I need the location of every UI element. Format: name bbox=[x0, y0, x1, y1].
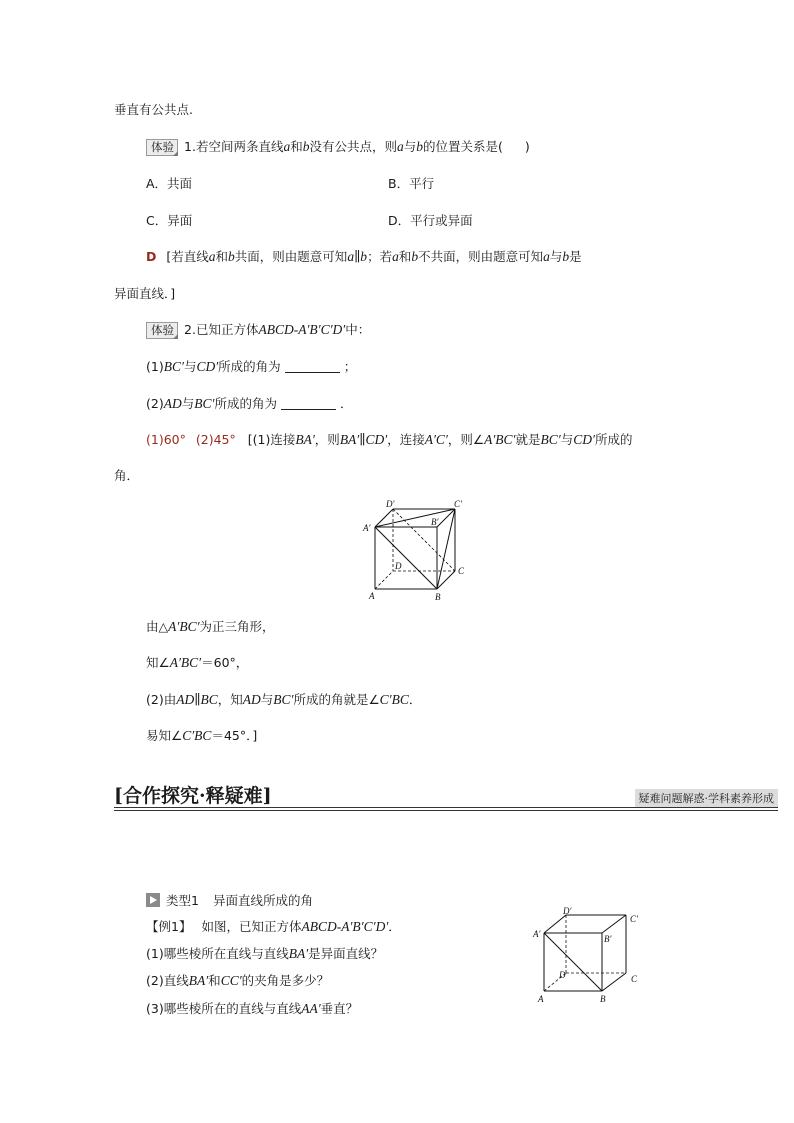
example1-stem: 【例1】 如图，已知正方体ABCD-A′B′C′D′． bbox=[146, 919, 401, 934]
q2-explanation: (1)60° (2)45° [(1)连接BA′，则BA′∥CD′，连接A′C′，则∠A′BC′就是BC′与CD′所成的 bbox=[146, 432, 633, 447]
answer-blank[interactable] bbox=[281, 397, 336, 410]
q1-explain-text: 和 bbox=[398, 249, 412, 264]
type1-header bbox=[146, 891, 313, 909]
q1-number: 1. bbox=[184, 139, 196, 154]
q1-stem-text: 和 bbox=[290, 139, 303, 154]
label-a-prime: A′ bbox=[363, 523, 371, 533]
section-rule-2 bbox=[114, 810, 778, 811]
label-c-prime: C′ bbox=[454, 499, 462, 509]
line-ad: AD bbox=[163, 396, 182, 411]
q1-explain-text: ；若 bbox=[367, 249, 393, 264]
var-a: a bbox=[208, 249, 216, 264]
label-a: A bbox=[369, 591, 375, 601]
cube-figure-1 bbox=[360, 498, 470, 604]
example1-q3: (3)哪些棱所在的直线与直线AA′垂直？ bbox=[146, 1001, 359, 1016]
label-c: C bbox=[631, 974, 638, 984]
line-cd-prime: CD′ bbox=[196, 359, 219, 374]
section-title: [合作探究·释疑难] bbox=[114, 785, 272, 807]
var-a: a bbox=[543, 249, 550, 264]
var-a: a bbox=[392, 249, 399, 264]
play-triangle-icon bbox=[146, 893, 160, 907]
q1-stem-text: 与 bbox=[403, 139, 417, 154]
badge-corner-icon bbox=[173, 151, 178, 156]
type1-title: 异面直线所成的角 bbox=[212, 893, 313, 908]
q1-stem-text: 的位置关系是( bbox=[423, 139, 503, 154]
example1-q1: (1)哪些棱所在直线与直线BA′是异面直线？ bbox=[146, 946, 384, 961]
example1-label: 【例1】 bbox=[146, 919, 192, 934]
q1-explanation-cont: 异面直线．] bbox=[114, 286, 176, 301]
label-b: B bbox=[600, 994, 606, 1004]
q1-explain-text: 不共面，则由题意可知 bbox=[418, 249, 544, 264]
q1-option-c: C．异面 bbox=[146, 213, 193, 228]
edge-a1-d1 bbox=[375, 509, 393, 527]
q1-stem-text: 若空间两条直线 bbox=[195, 139, 284, 154]
type1-label: 类型1 bbox=[166, 893, 199, 908]
hidden-edge-a-d bbox=[375, 571, 393, 589]
diag-a1-b bbox=[544, 933, 602, 991]
text-line-top: 垂直有公共点. bbox=[114, 102, 193, 117]
edge-b-c bbox=[602, 973, 626, 991]
var-a: a bbox=[283, 139, 291, 154]
q2-answer-2: (2)45° bbox=[195, 432, 236, 447]
q1-option-d: D．平行或异面 bbox=[388, 213, 473, 228]
section-rule bbox=[114, 807, 778, 808]
edge-b1-c1 bbox=[437, 509, 455, 527]
example1-q2: (2)直线BA′和CC′的夹角是多少？ bbox=[146, 973, 330, 988]
edge-b1-c1 bbox=[602, 915, 626, 933]
q2-stem bbox=[146, 320, 370, 339]
label-d-prime: D′ bbox=[563, 906, 572, 916]
section-tag: 疑难问题解惑·学科素养形成 bbox=[635, 789, 779, 807]
label-d: D bbox=[559, 970, 566, 980]
q2-stem-text: 已知正方体 bbox=[195, 322, 259, 337]
badge-corner-icon bbox=[173, 334, 178, 339]
label-d-prime: D′ bbox=[386, 499, 395, 509]
cube-figure-2 bbox=[530, 906, 650, 1006]
q1-explain-text: 与 bbox=[549, 249, 563, 264]
q1-stem-text: ) bbox=[524, 139, 530, 154]
edge-b-c bbox=[437, 571, 455, 589]
label-c: C bbox=[458, 566, 465, 576]
label-a-prime: A′ bbox=[533, 929, 541, 939]
expr-a-parallel-b: a∥b bbox=[347, 249, 368, 264]
q2-step4: 易知∠C′BC＝45°．] bbox=[146, 728, 258, 743]
q1-stem bbox=[146, 137, 530, 156]
q1-badge: 体验 bbox=[146, 139, 178, 156]
var-b: b bbox=[228, 249, 235, 264]
q2-sub2: (2)AD与BC′所成的角为 ． bbox=[146, 396, 353, 411]
line-bc-prime: BC′ bbox=[163, 359, 184, 374]
q2-step2: 知∠A′BC′＝60°， bbox=[146, 655, 249, 670]
q1-answer: D bbox=[146, 249, 157, 264]
line-bc-prime: BC′ bbox=[194, 396, 215, 411]
var-b: b bbox=[302, 139, 310, 154]
diag-b-c1 bbox=[437, 509, 455, 589]
label-c-prime: C′ bbox=[630, 914, 638, 924]
q2-explanation-cont: 角． bbox=[114, 468, 140, 483]
diag-a1-b bbox=[375, 527, 437, 589]
q1-option-a: A．共面 bbox=[146, 176, 193, 191]
q1-explain-text: 和 bbox=[215, 249, 229, 264]
answer-blank[interactable] bbox=[285, 360, 340, 373]
q2-step1: 由△A′BC′为正三角形， bbox=[146, 619, 275, 634]
q1-explain-text: 共面，则由题意可知 bbox=[234, 249, 348, 264]
label-a: A bbox=[538, 994, 544, 1004]
q2-step3: (2)由AD∥BC，知AD与BC′所成的角就是∠C′BC． bbox=[146, 692, 422, 707]
edge-a1-d1 bbox=[544, 915, 566, 933]
diag-a1-c1 bbox=[375, 509, 455, 527]
label-d: D bbox=[395, 561, 402, 571]
q2-sub1: (1)BC′与CD′所成的角为 ； bbox=[146, 359, 357, 374]
label-b-prime: B′ bbox=[604, 934, 612, 944]
var-a: a bbox=[396, 139, 404, 154]
q2-number: 2. bbox=[184, 322, 196, 337]
q1-option-b: B．平行 bbox=[388, 176, 435, 191]
var-b: b bbox=[411, 249, 419, 264]
cube-name: ABCD-A′B′C′D′ bbox=[258, 322, 346, 337]
label-b-prime: B′ bbox=[431, 517, 439, 527]
q2-badge: 体验 bbox=[146, 322, 178, 339]
q2-stem-text: 中： bbox=[345, 322, 371, 337]
q1-explain-text: 是 bbox=[569, 249, 582, 264]
var-b: b bbox=[416, 139, 423, 154]
var-b: b bbox=[562, 249, 570, 264]
label-b: B bbox=[435, 592, 441, 602]
q1-explanation bbox=[146, 247, 582, 265]
q1-explain-text: [若直线 bbox=[166, 249, 209, 264]
q1-stem-text: 没有公共点，则 bbox=[309, 139, 397, 154]
q2-answer-1: (1)60° bbox=[146, 432, 186, 447]
